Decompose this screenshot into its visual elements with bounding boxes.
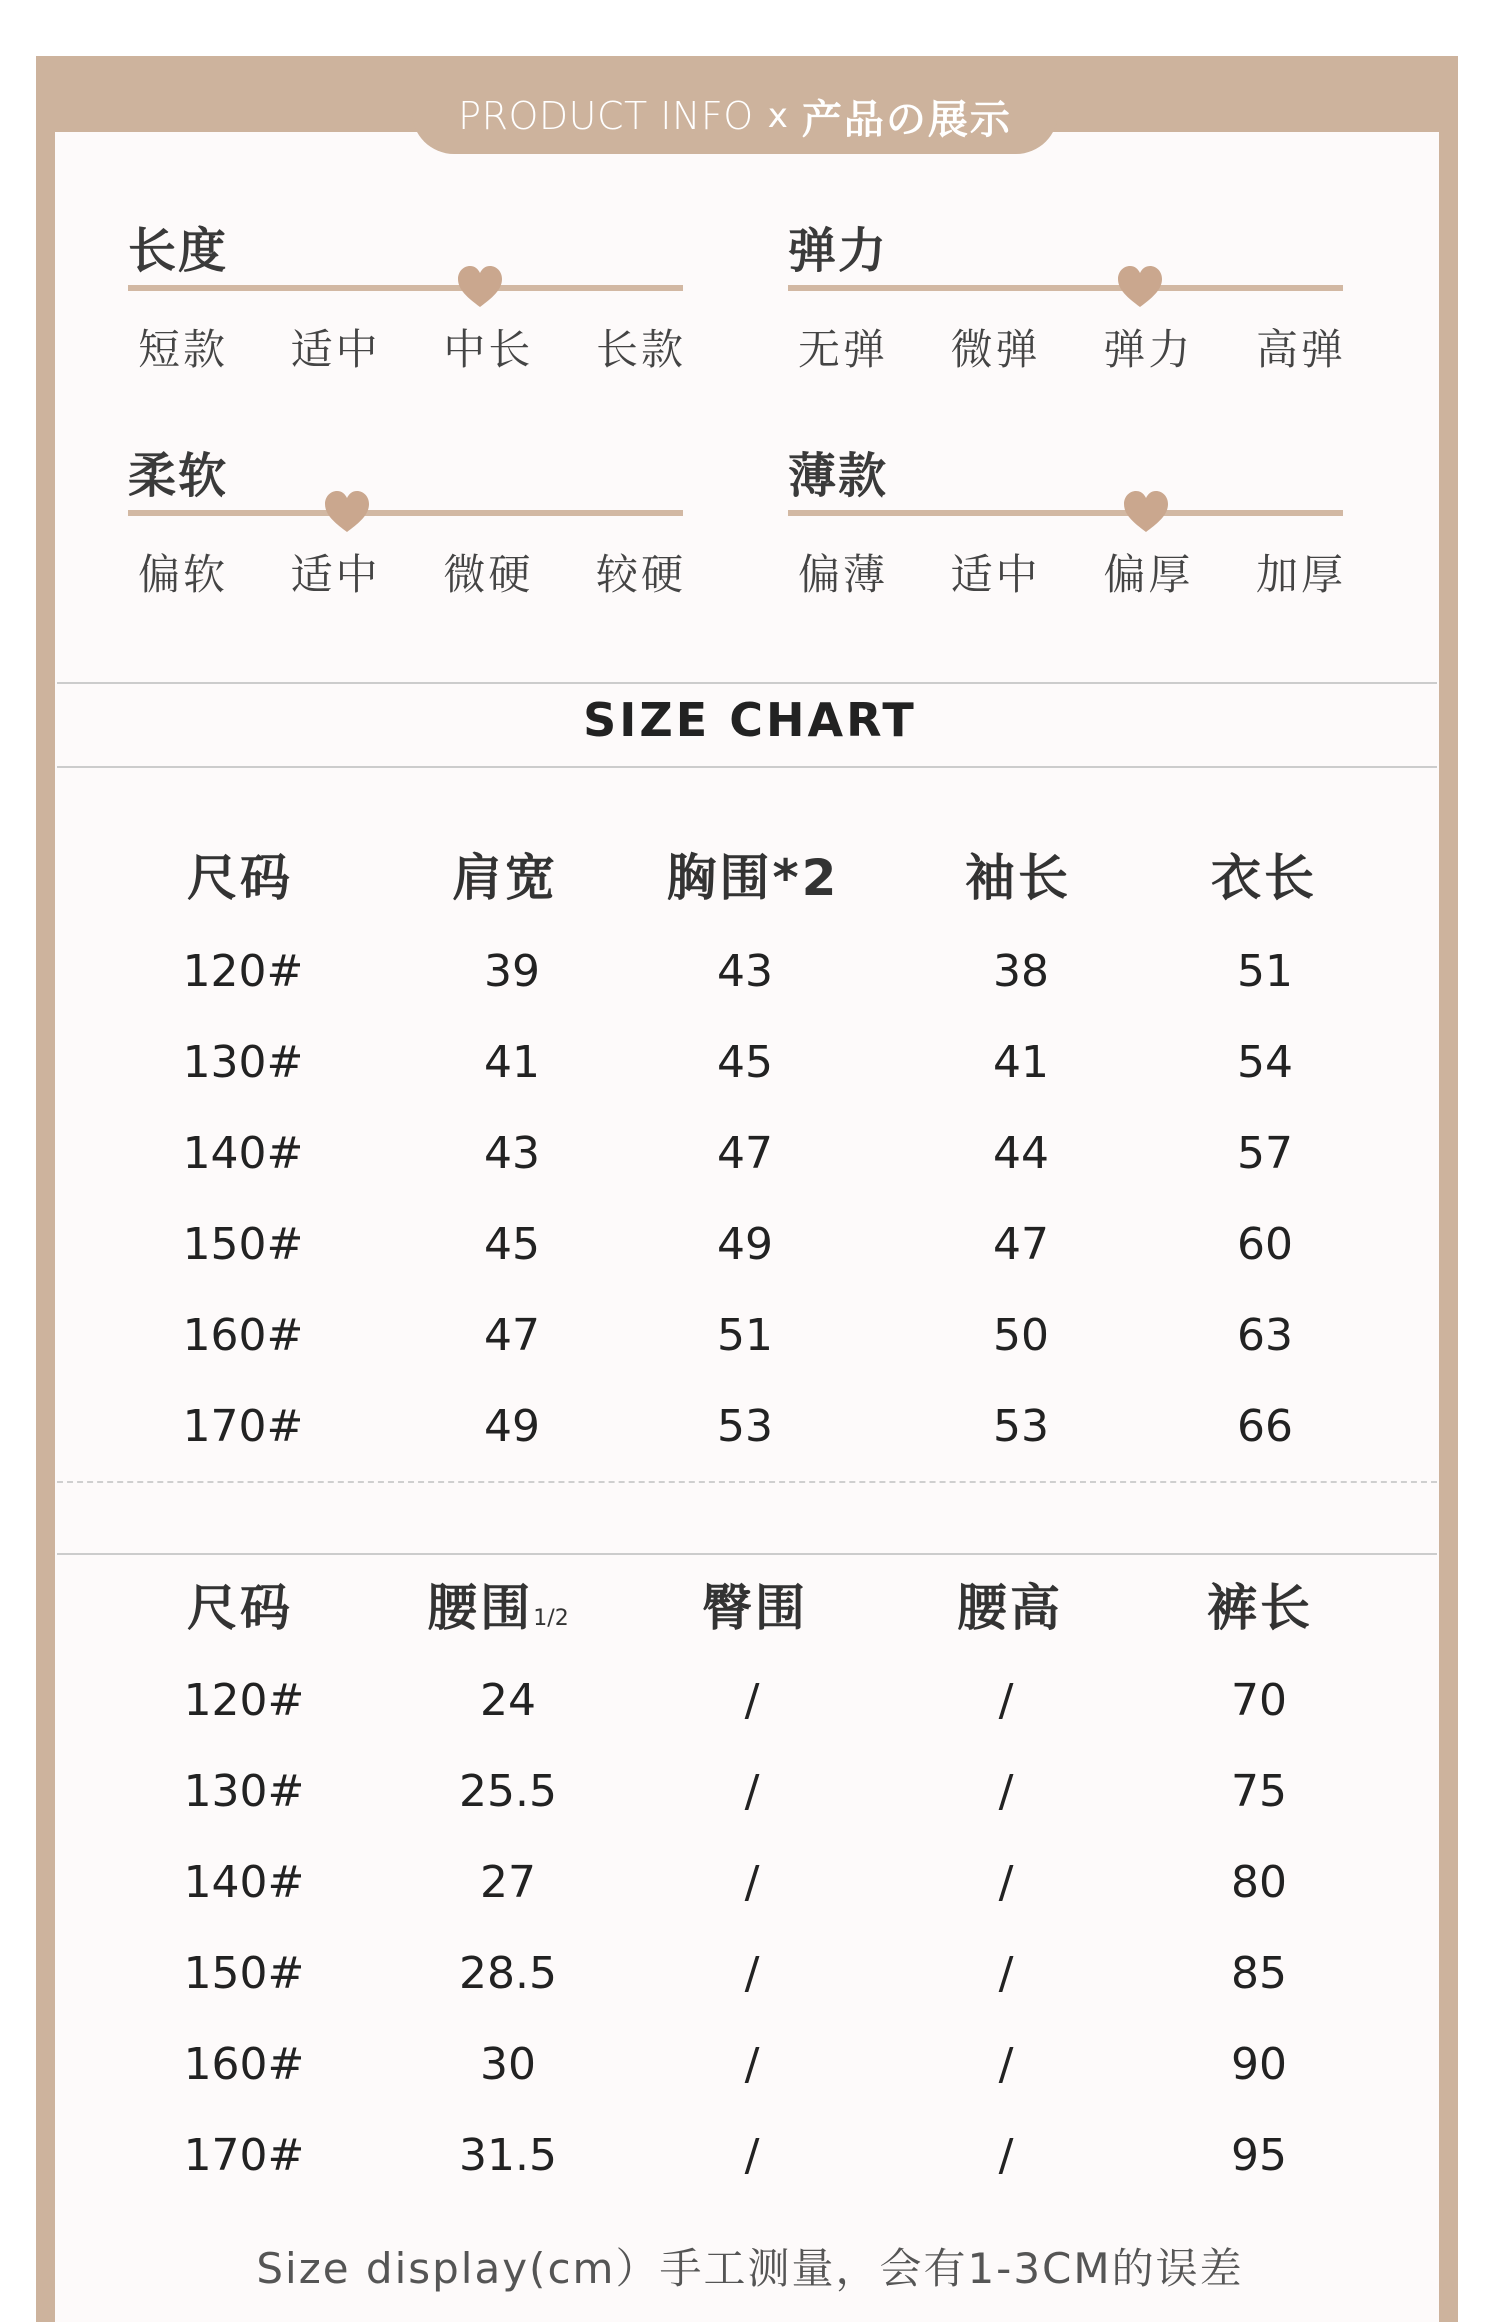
- table-cell: 90: [1231, 2039, 1287, 2090]
- column-header: 腰高: [957, 1579, 1063, 1637]
- table-cell: 47: [484, 1310, 540, 1361]
- option-label: 弹力: [1103, 325, 1194, 374]
- table-row: [0, 1766, 1500, 1826]
- table-cell: 140#: [183, 1857, 305, 1908]
- table-cell: 43: [484, 1128, 540, 1179]
- option-label: 长款: [595, 325, 686, 374]
- column-header-label: 腰围: [427, 1579, 534, 1637]
- attribute-track: [128, 510, 683, 516]
- table-cell: /: [998, 1857, 1014, 1908]
- table-cell: /: [998, 2130, 1014, 2181]
- table-cell: 95: [1231, 2130, 1287, 2181]
- table-row: [0, 946, 1500, 1006]
- column-header: 衣长: [1211, 849, 1317, 907]
- option-label: 适中: [290, 550, 381, 599]
- header-title-en: PRODUCT INFO: [458, 94, 754, 138]
- table-cell: 63: [1237, 1310, 1293, 1361]
- column-header: 尺码: [187, 849, 293, 907]
- option-label: 较硬: [595, 550, 686, 599]
- option-label: 偏厚: [1103, 550, 1194, 599]
- header-title-cn: 产品の展示: [801, 96, 1012, 143]
- attribute-title: 长度: [128, 223, 229, 279]
- attribute-title: 弹力: [788, 223, 889, 279]
- table-cell: /: [744, 1948, 760, 1999]
- attribute-length: [128, 212, 688, 412]
- heart-icon: [323, 490, 371, 534]
- table-cell: /: [744, 1857, 760, 1908]
- column-header-note: 1/2: [533, 1606, 569, 1631]
- table-cell: /: [744, 1766, 760, 1817]
- size-chart-title: SIZE CHART: [583, 693, 917, 747]
- table-cell: /: [744, 1675, 760, 1726]
- attribute-track: [788, 510, 1343, 516]
- table-cell: 47: [993, 1219, 1049, 1270]
- option-label: 无弹: [798, 325, 889, 374]
- table-cell: 85: [1231, 1948, 1287, 1999]
- table-cell: 28.5: [459, 1948, 557, 1999]
- column-header: 胸围*2: [666, 849, 840, 907]
- table-cell: 160#: [182, 1310, 304, 1361]
- option-label: 高弹: [1255, 325, 1346, 374]
- table-row: [0, 1219, 1500, 1279]
- table-cell: 130#: [182, 1037, 304, 1088]
- table-cell: 53: [717, 1401, 773, 1452]
- option-label: 短款: [138, 325, 229, 374]
- column-header-waist: [358, 1568, 638, 1640]
- table-cell: 25.5: [459, 1766, 557, 1817]
- table-row: [0, 1037, 1500, 1097]
- table-row: [0, 2039, 1500, 2099]
- table-cell: 27: [480, 1857, 536, 1908]
- table-row: [0, 1310, 1500, 1370]
- column-header: 袖长: [965, 849, 1071, 907]
- table-cell: 30: [480, 2039, 536, 2090]
- table-cell: 24: [480, 1675, 536, 1726]
- table-cell: 51: [1237, 946, 1293, 997]
- table-cell: /: [998, 1675, 1014, 1726]
- table-cell: 140#: [182, 1128, 304, 1179]
- table-row: [0, 2130, 1500, 2190]
- table-cell: 57: [1237, 1128, 1293, 1179]
- table-cell: 75: [1231, 1766, 1287, 1817]
- table-cell: 120#: [182, 946, 304, 997]
- table-row: [0, 1857, 1500, 1917]
- table-cell: 43: [717, 946, 773, 997]
- attribute-title: 柔软: [128, 448, 229, 504]
- table-cell: 51: [717, 1310, 773, 1361]
- option-label: 偏薄: [798, 550, 889, 599]
- table-cell: 54: [1237, 1037, 1293, 1088]
- heart-icon: [1122, 490, 1170, 534]
- table-cell: 130#: [183, 1766, 305, 1817]
- table-cell: /: [998, 2039, 1014, 2090]
- header-tab: [412, 78, 1058, 154]
- table-cell: 38: [993, 946, 1049, 997]
- attribute-thickness: [788, 437, 1348, 637]
- table-cell: 50: [993, 1310, 1049, 1361]
- attribute-track: [788, 285, 1343, 291]
- attribute-track: [128, 285, 683, 291]
- table-row: [0, 1675, 1500, 1735]
- column-header: 臀围: [702, 1579, 808, 1637]
- table-cell: 49: [484, 1401, 540, 1452]
- attribute-softness: [128, 437, 688, 637]
- table-cell: 47: [717, 1128, 773, 1179]
- table-cell: /: [998, 1948, 1014, 1999]
- column-header: 尺码: [187, 1579, 293, 1637]
- divider: [57, 766, 1437, 768]
- table-cell: 160#: [183, 2039, 305, 2090]
- column-header: 肩宽: [452, 849, 558, 907]
- option-label: 中长: [443, 325, 534, 374]
- table-cell: 44: [993, 1128, 1049, 1179]
- table-cell: 45: [717, 1037, 773, 1088]
- option-label: 偏软: [138, 550, 229, 599]
- table-cell: 45: [484, 1219, 540, 1270]
- table-row: [0, 1401, 1500, 1461]
- column-header: 裤长: [1207, 1579, 1313, 1637]
- attribute-title: 薄款: [788, 448, 889, 504]
- table-cell: 31.5: [459, 2130, 557, 2181]
- table-row: [0, 1128, 1500, 1188]
- dashed-divider: [57, 1481, 1437, 1483]
- table-row: [0, 1948, 1500, 2008]
- table-cell: 120#: [183, 1675, 305, 1726]
- option-label: 适中: [290, 325, 381, 374]
- option-label: 微弹: [950, 325, 1041, 374]
- table-cell: 53: [993, 1401, 1049, 1452]
- table-cell: 150#: [183, 1948, 305, 1999]
- table-cell: 49: [717, 1219, 773, 1270]
- heart-icon: [456, 265, 504, 309]
- table-cell: 170#: [183, 2130, 305, 2181]
- table-cell: 60: [1237, 1219, 1293, 1270]
- table-cell: 41: [993, 1037, 1049, 1088]
- table-cell: /: [744, 2039, 760, 2090]
- measurement-footnote: Size display(cm）手工测量，会有1-3CM的误差: [256, 2244, 1244, 2293]
- table-cell: 70: [1231, 1675, 1287, 1726]
- table-header-row: [0, 1568, 1500, 1637]
- table-cell: 170#: [182, 1401, 304, 1452]
- divider: [57, 682, 1437, 684]
- table-header-row: [0, 838, 1500, 907]
- option-label: 加厚: [1255, 550, 1346, 599]
- table-cell: /: [744, 2130, 760, 2181]
- table-cell: 66: [1237, 1401, 1293, 1452]
- table-cell: /: [998, 1766, 1014, 1817]
- header-separator: x: [767, 96, 788, 136]
- table-cell: 150#: [182, 1219, 304, 1270]
- table-cell: 39: [484, 946, 540, 997]
- attribute-elasticity: [788, 212, 1348, 412]
- divider: [57, 1553, 1437, 1555]
- table-cell: 80: [1231, 1857, 1287, 1908]
- heart-icon: [1116, 265, 1164, 309]
- option-label: 适中: [950, 550, 1041, 599]
- table-cell: 41: [484, 1037, 540, 1088]
- option-label: 微硬: [443, 550, 534, 599]
